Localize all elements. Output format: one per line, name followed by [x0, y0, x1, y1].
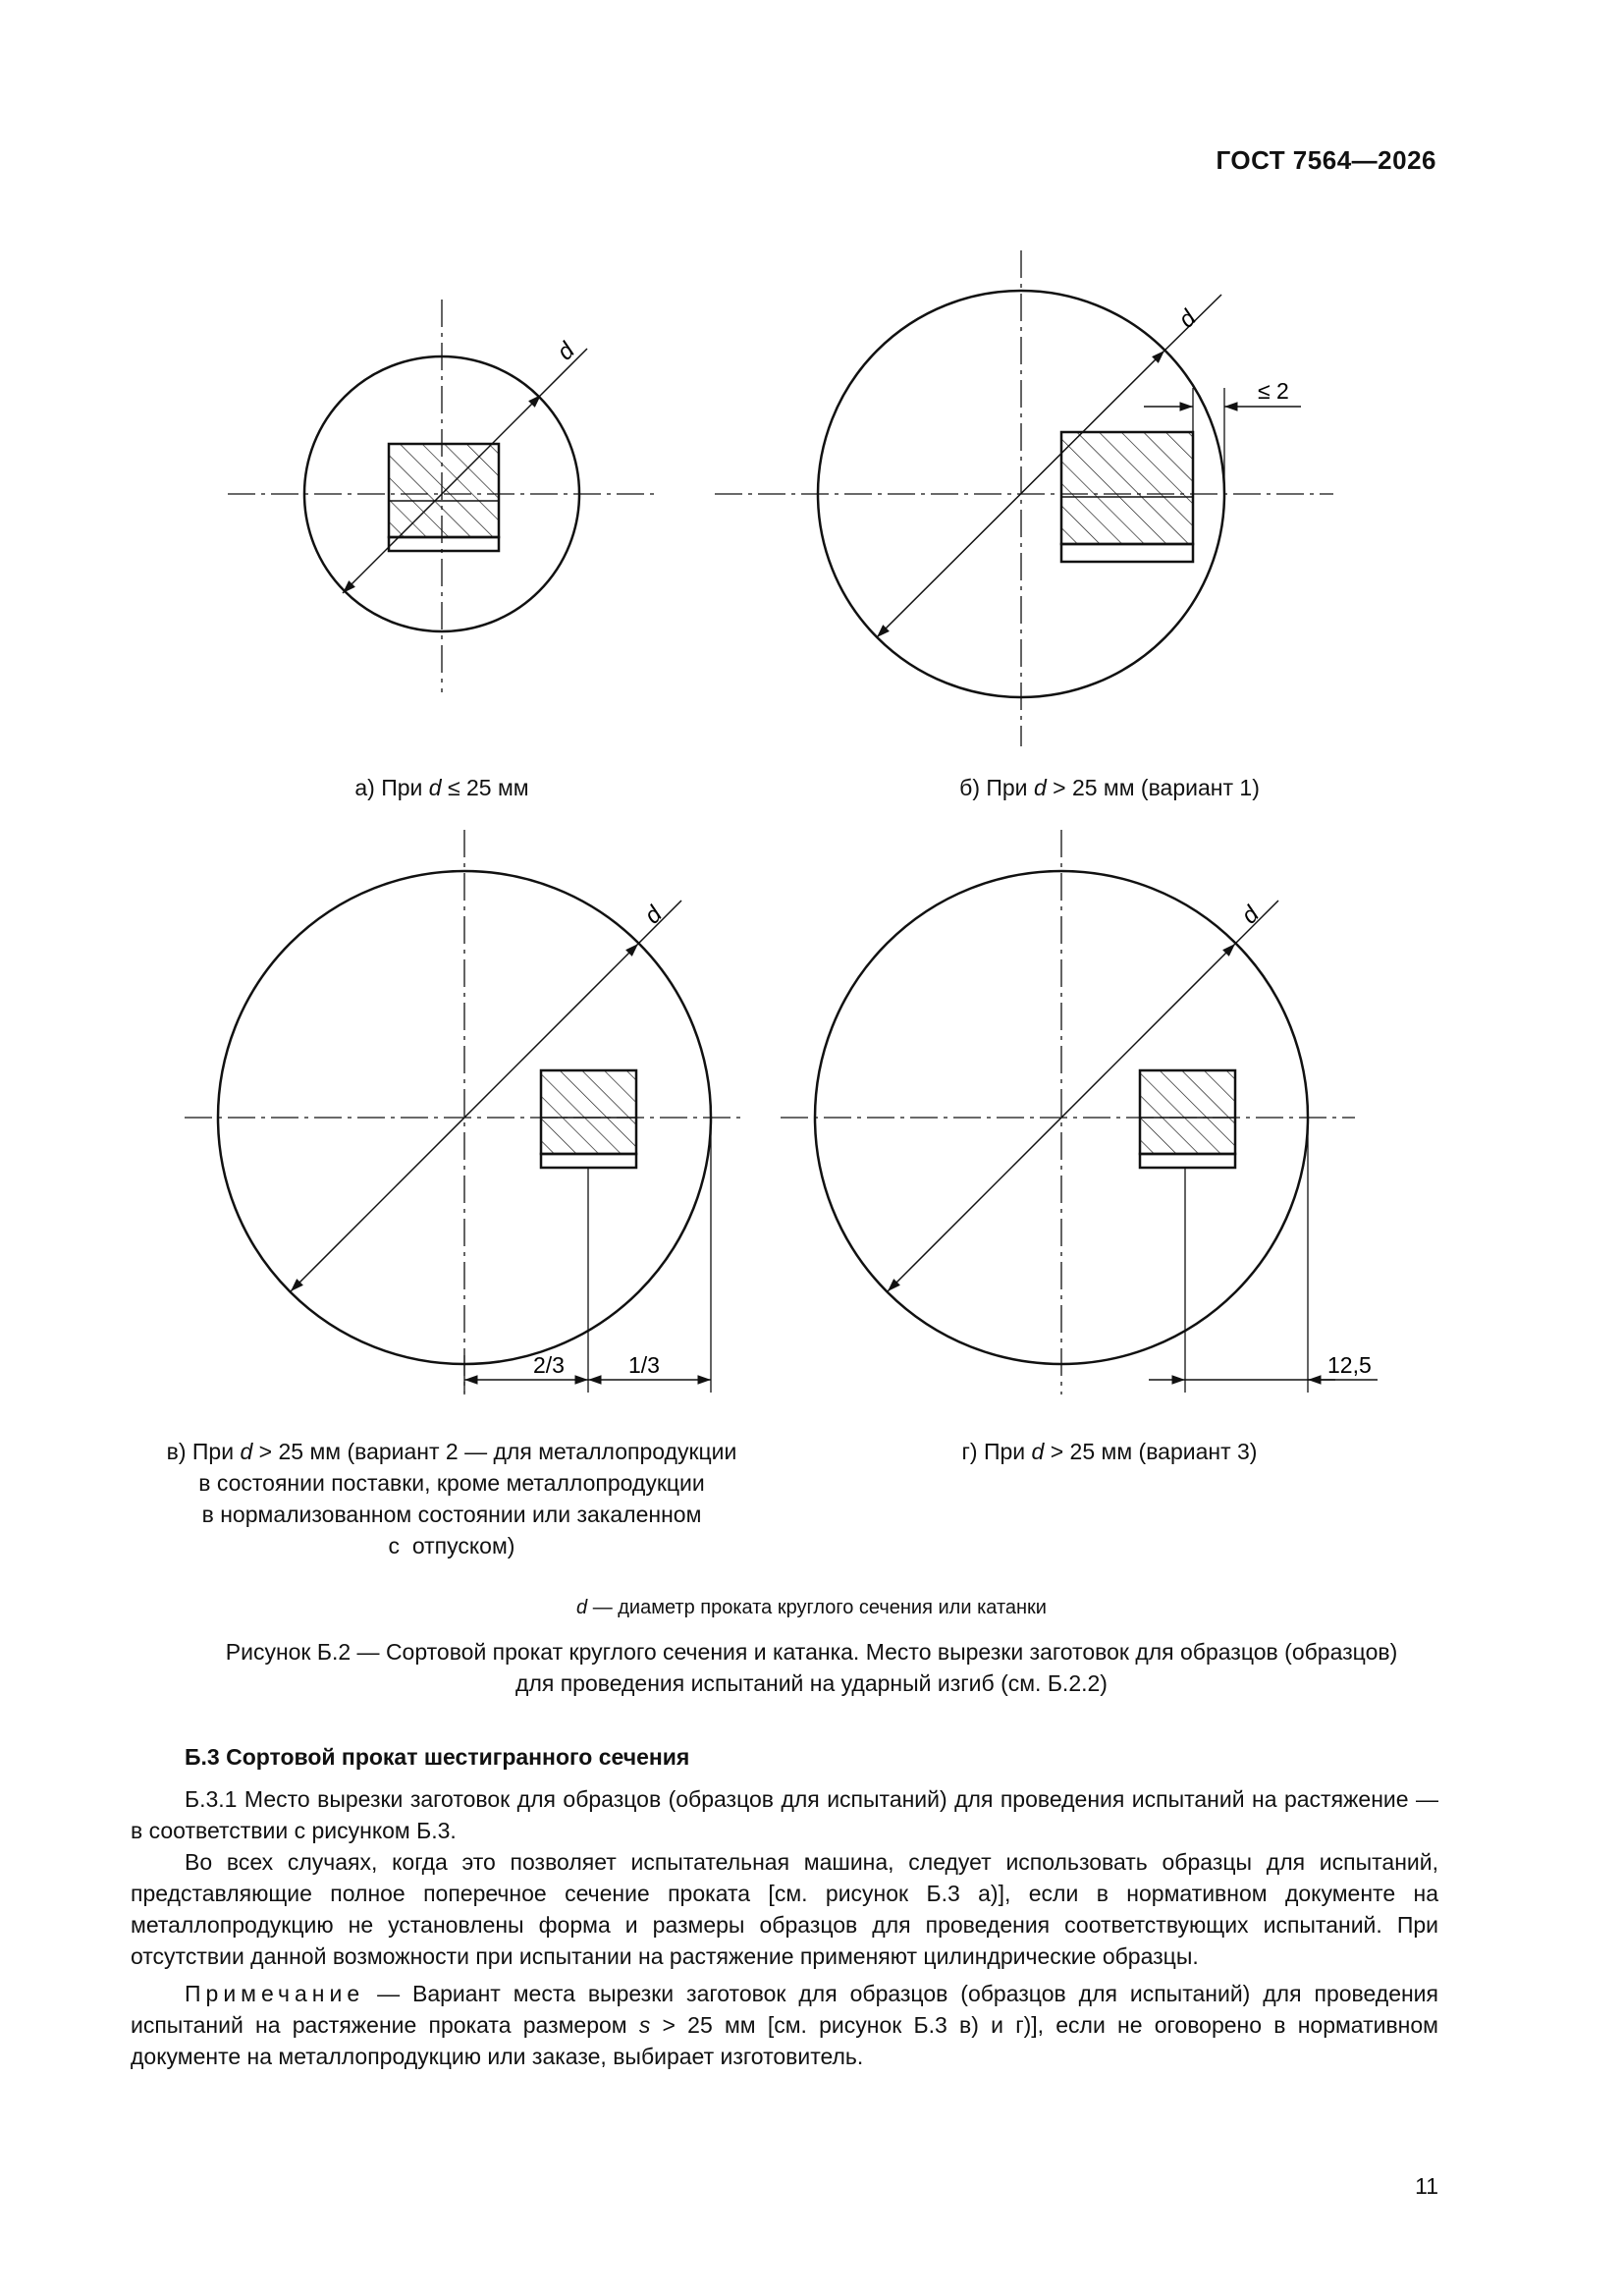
d-italic: d — [1033, 775, 1047, 800]
blank-allowance — [1140, 1154, 1235, 1168]
specimen-blank — [1140, 1070, 1235, 1154]
document-header: ГОСТ 7564—2026 — [1216, 145, 1436, 175]
specimen-blank — [541, 1070, 636, 1154]
caption-a-text: а) При d ≤ 25 мм — [354, 775, 529, 800]
gap-label: ≤ 2 — [1258, 378, 1289, 404]
specimen-blank — [389, 444, 499, 537]
two-thirds-label: 2/3 — [533, 1352, 565, 1378]
note-text: — Вариант места вырезки заготовок для образцов (образцов для испытаний) для проведения испытаний на растяжение проката размером s > 25 мм [см. рисунок Б.3 в) и г)], если не оговорено в нормативном документе на металлопродукцию или заказе, выбирает изготовитель. — [131, 1981, 1438, 2069]
caption-v-line-3: в нормализованном состоянии или закаленном — [201, 1502, 702, 1527]
caption-a — [245, 772, 638, 803]
diameter-label: d — [552, 337, 580, 366]
figure-title-line-1: Рисунок Б.2 — Сортовой прокат круглого сечения и катанка. Место вырезки заготовок для образцов (образцов) — [225, 1639, 1398, 1665]
d-italic: d — [1031, 1439, 1045, 1464]
one-third-label: 1/3 — [628, 1352, 660, 1378]
figure-legend — [0, 1597, 1623, 1619]
caption-b-text: б) При d > 25 мм (вариант 1) — [959, 775, 1260, 800]
paragraph-b31-cont: Во всех случаях, когда это позволяет испытательная машина, следует использовать образцы для испытаний, представляющие полное поперечное сечение проката [см. рисунок Б.3 а)], если в нормативном документе на металлопродукцию не установлены форма и размеры образцов для проведения соответствующих испытаний. При отсутствии данной возможности при испытании на растяжение применяют цилиндрические образцы. — [131, 1849, 1438, 1969]
d-italic: d — [428, 775, 442, 800]
diagram-b — [715, 250, 1333, 746]
caption-v — [108, 1436, 795, 1561]
d-italic: d — [576, 1597, 588, 1618]
diagram-v — [185, 830, 746, 1394]
offset-label: 12,5 — [1327, 1352, 1372, 1378]
diameter-label: d — [1236, 901, 1265, 930]
caption-g — [864, 1436, 1355, 1467]
blank-allowance — [389, 537, 499, 551]
diameter-label: d — [639, 901, 668, 930]
caption-v-line-4: с отпуском) — [388, 1533, 515, 1558]
diameter-label: d — [1173, 304, 1202, 334]
d-italic: d — [240, 1439, 253, 1464]
caption-b — [864, 772, 1355, 803]
figure-title — [118, 1636, 1505, 1699]
caption-v-line-2: в состоянии поставки, кроме металлопродукции — [198, 1470, 705, 1496]
diagram-a — [228, 300, 656, 692]
note-paragraph — [131, 1978, 1438, 2072]
diagram-g — [781, 830, 1378, 1394]
figure-title-line-2: для проведения испытаний на ударный изгиб (см. Б.2.2) — [515, 1670, 1108, 1696]
blank-allowance — [1061, 544, 1193, 562]
caption-g-text: г) При d > 25 мм (вариант 3) — [961, 1439, 1258, 1464]
page-number: 11 — [1415, 2173, 1438, 2199]
blank-allowance — [541, 1154, 636, 1168]
specimen-blank — [1061, 432, 1193, 544]
section-heading: Б.3 Сортовой прокат шестигранного сечения — [185, 1744, 690, 1770]
legend-text: — диаметр проката круглого сечения или катанки — [587, 1597, 1047, 1618]
caption-v-line-1: в) При d > 25 мм (вариант 2 — для металлопродукции — [166, 1439, 737, 1464]
note-label: Примечание — [185, 1981, 365, 2006]
paragraph-b31: Б.3.1 Место вырезки заготовок для образцов (образцов для испытаний) для проведения испытаний на растяжение — в соответствии с рисунком Б.3. — [131, 1786, 1438, 1843]
